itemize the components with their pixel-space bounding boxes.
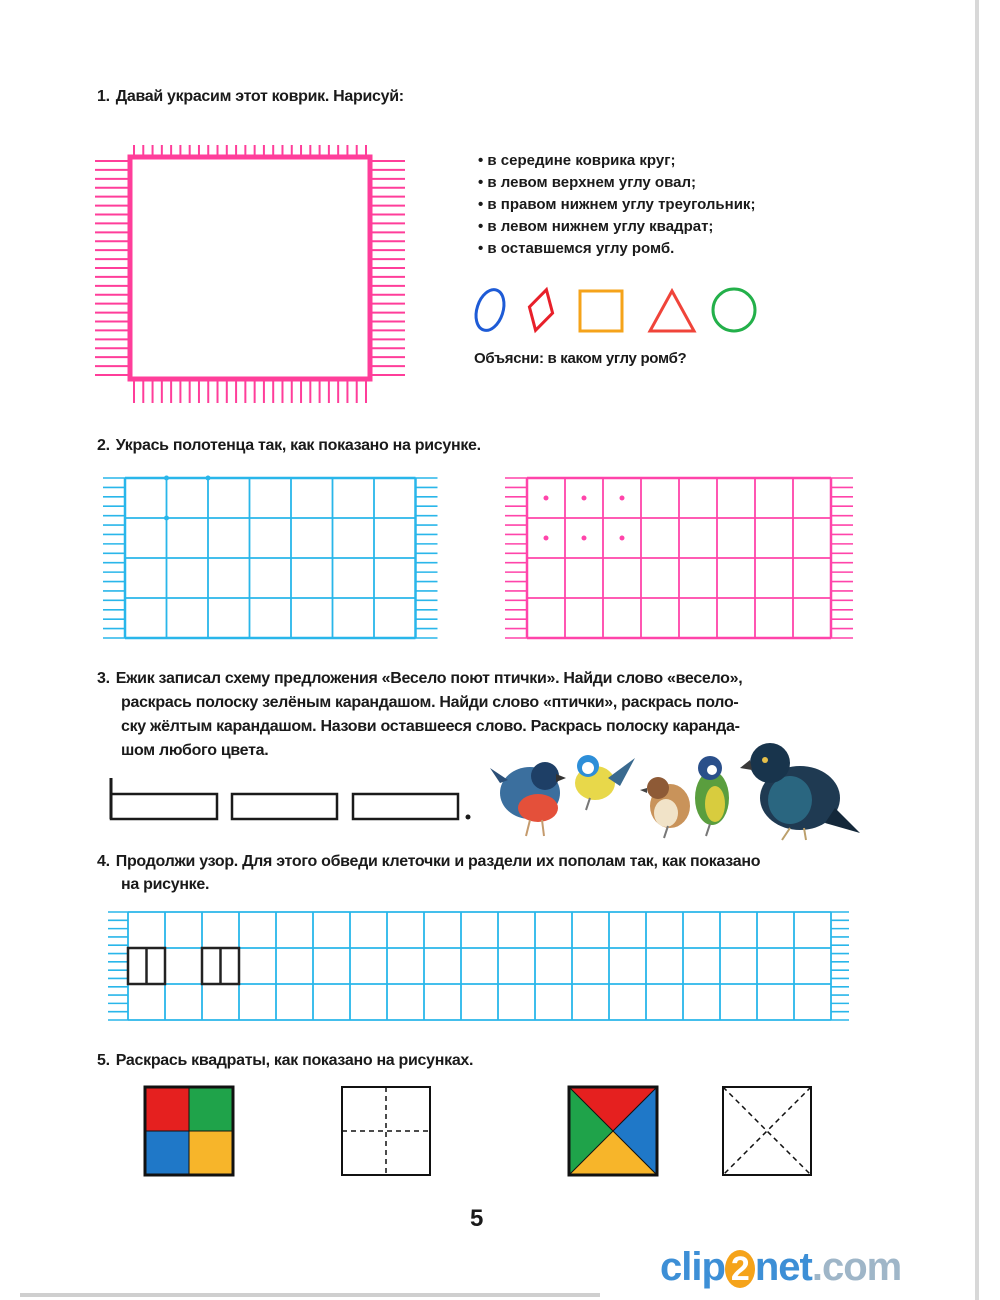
task3-line: раскрась полоску зелёным карандашом. Найди слово «птички», раскрась поло- <box>121 694 739 711</box>
towel-dot <box>620 496 625 501</box>
bird-great-tit <box>695 756 729 836</box>
scheme-period <box>466 815 471 820</box>
rug-drawing <box>95 145 410 405</box>
bird-starling <box>740 743 860 840</box>
task1-bullet-list <box>478 150 755 260</box>
task3-line: ску жёлтым карандашом. Назови оставшееся слово. Раскрась полоску каранда- <box>121 718 740 735</box>
task5-number: 5. <box>97 1052 110 1069</box>
scheme-word-1 <box>111 794 217 819</box>
task1-question: Объясни: в каком углу ромб? <box>474 350 687 367</box>
task4-paragraph <box>97 850 877 896</box>
oval-icon <box>471 286 509 334</box>
shapes-row <box>470 285 770 337</box>
page-edge-right <box>975 0 979 1300</box>
task1-bullet: • в правом нижнем углу треугольник; <box>478 194 755 216</box>
towel-dot <box>544 496 549 501</box>
bird-sparrow <box>640 777 690 838</box>
task2-number: 2. <box>97 437 110 454</box>
task1-bullet: • в оставшемся углу ромб. <box>478 238 755 260</box>
task1-bullet: • в левом нижнем углу квадрат; <box>478 216 755 238</box>
task2-heading <box>97 437 481 455</box>
page-number: 5 <box>470 1205 484 1232</box>
quarter-red <box>145 1087 189 1131</box>
task3-line: 3. Ежик записал схему предложения «Весело поют птички». Найди слово «весело», <box>97 670 743 687</box>
towel-pink-grid <box>505 474 850 642</box>
towel-dot <box>164 516 169 521</box>
watermark-logo: clip 2 net.com <box>660 1245 902 1289</box>
circle-icon <box>713 289 755 331</box>
task2-title: Укрась полотенца так, как показано на рисунке. <box>115 437 481 454</box>
quarter-blue <box>145 1131 189 1175</box>
task3-line: шом любого цвета. <box>121 742 269 759</box>
bird-blue-tit <box>575 755 635 810</box>
task1-bullet: • в левом верхнем углу овал; <box>478 172 755 194</box>
task4-line: 4. Продолжи узор. Для этого обведи клеточки и раздели их пополам так, как показано <box>97 853 761 870</box>
task1-title: Давай украсим этот коврик. Нарисуй: <box>115 88 404 105</box>
page-edge-bottom <box>20 1293 600 1297</box>
task1-number: 1. <box>97 88 110 105</box>
towel-dot <box>620 536 625 541</box>
rhombus-icon <box>524 287 558 334</box>
square-dashed-cross <box>340 1085 432 1177</box>
towel-dot <box>164 476 169 481</box>
pattern-grid <box>108 908 848 1026</box>
triangle-icon <box>650 291 694 331</box>
square-colored-quarters <box>143 1085 235 1177</box>
quarter-yellow <box>189 1131 233 1175</box>
square-icon <box>580 291 622 331</box>
bird-bullfinch <box>490 762 566 836</box>
task5-title: Раскрась квадраты, как показано на рисунках. <box>115 1052 474 1069</box>
towel-blue-grid <box>103 474 438 642</box>
towel-dot <box>582 536 587 541</box>
square-dashed-diagonals <box>721 1085 813 1177</box>
rug-border <box>130 157 370 379</box>
towel-dot <box>206 476 211 481</box>
task4-number: 4. <box>97 853 110 870</box>
task1-heading <box>97 88 404 106</box>
birds-illustration <box>490 738 865 843</box>
task5-heading <box>97 1052 473 1070</box>
sentence-scheme <box>108 775 478 825</box>
scheme-word-2 <box>232 794 337 819</box>
towel-dot <box>544 536 549 541</box>
scheme-word-3 <box>353 794 458 819</box>
task1-bullet: • в середине коврика круг; <box>478 150 755 172</box>
quarter-green <box>189 1087 233 1131</box>
towel-dot <box>582 496 587 501</box>
square-colored-triangles <box>567 1085 659 1177</box>
task3-number: 3. <box>97 670 110 687</box>
task4-line: на рисунке. <box>121 876 210 893</box>
